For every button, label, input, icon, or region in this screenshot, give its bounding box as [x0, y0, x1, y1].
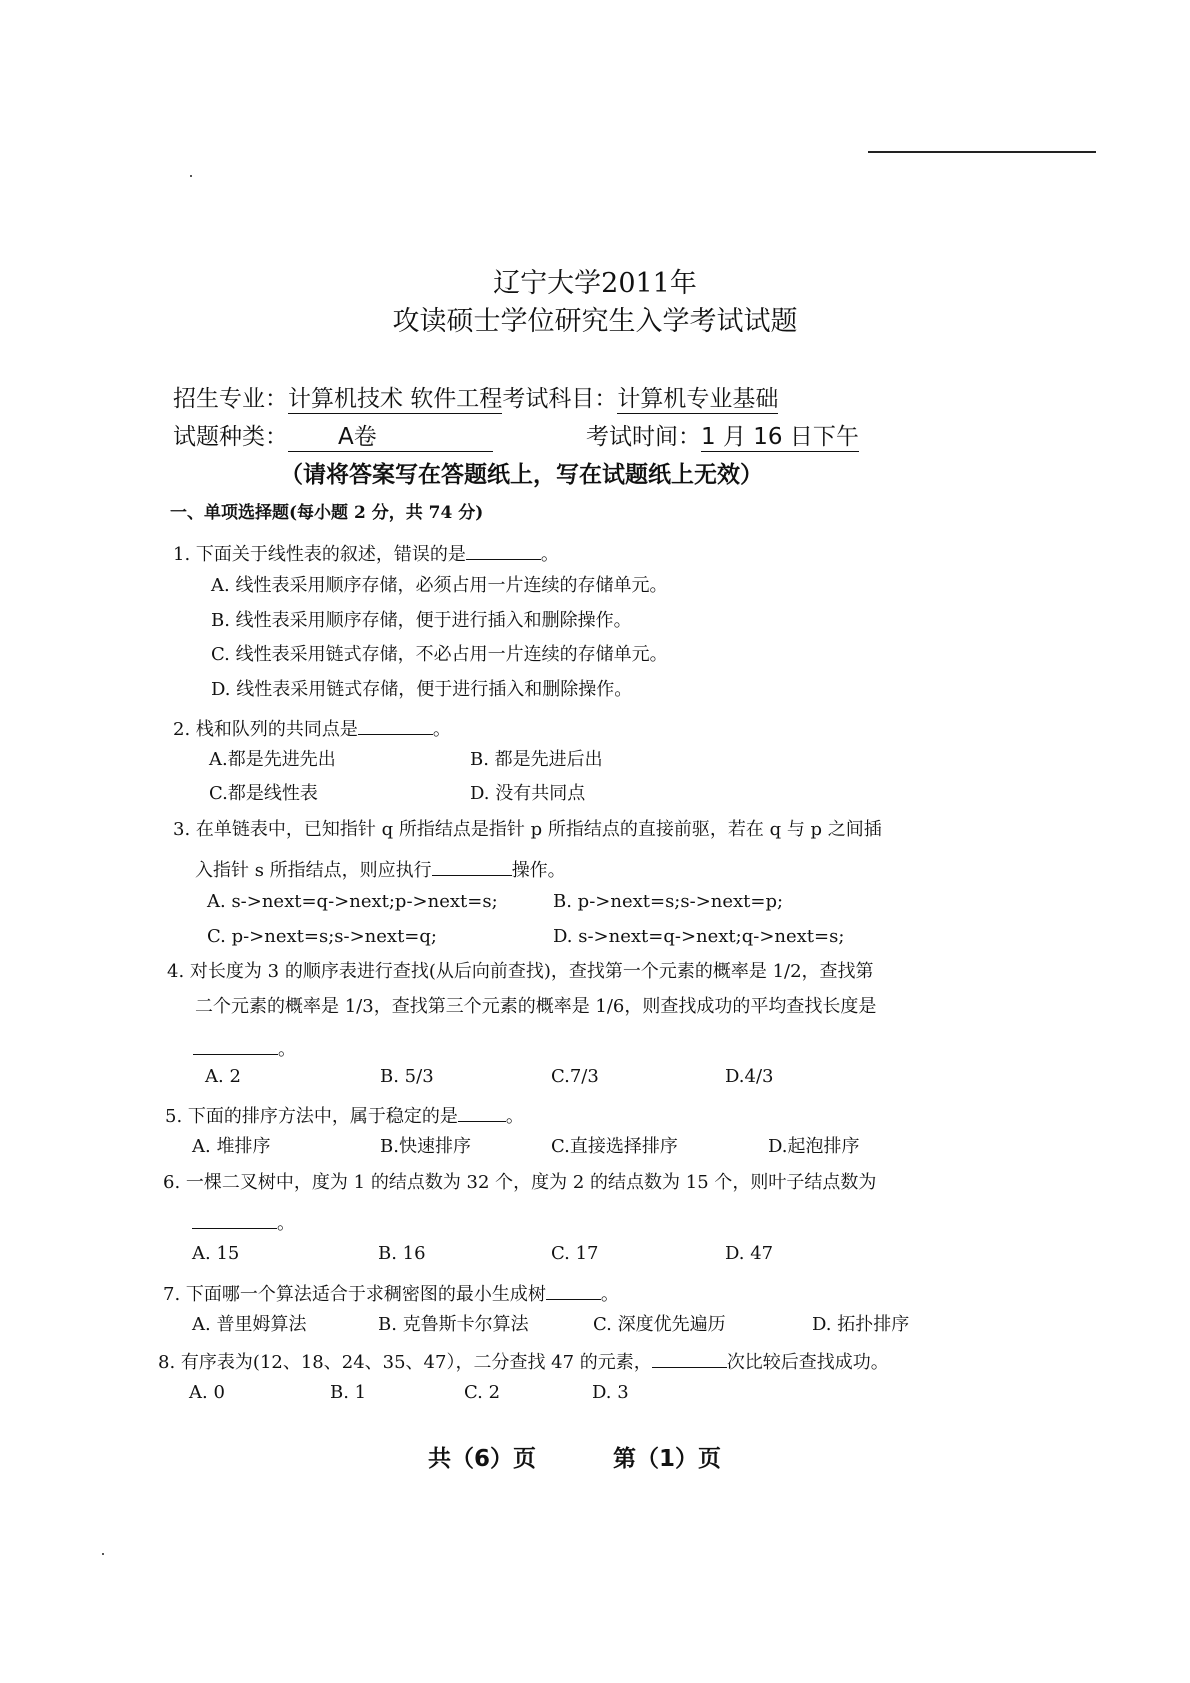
question-number: 8. [158, 1352, 176, 1373]
option: A. 15 [192, 1243, 240, 1264]
question-2 [173, 716, 451, 739]
question-end: 。 [600, 1284, 619, 1305]
option: B. 16 [378, 1243, 426, 1264]
option: C. 线性表采用链式存储，不必占用一片连续的存储单元。 [211, 644, 668, 665]
question-text: 下面的排序方法中，属于稳定的是 [187, 1106, 458, 1127]
option: C. 深度优先遍历 [593, 1314, 726, 1335]
page-total: 共（6）页 [428, 1446, 537, 1472]
question-end: 次比较后查找成功。 [726, 1352, 889, 1373]
option: C. 2 [464, 1382, 501, 1403]
question-8 [158, 1349, 889, 1372]
option: D. 没有共同点 [470, 783, 586, 804]
question-text: 栈和队列的共同点是 [195, 719, 358, 740]
question-text: 有序表为(12、18、24、35、47），二分查找 47 的元素， [180, 1352, 652, 1373]
option: C. 17 [551, 1243, 599, 1264]
exam-title-line2: 攻读硕士学位研究生入学考试试题 [392, 306, 798, 337]
option: C. p->next=s;s->next=q; [207, 926, 437, 947]
question-6 [163, 1174, 876, 1192]
section-heading: 一、单项选择题(每小题 2 分，共 74 分) [170, 503, 484, 523]
question-text: 对长度为 3 的顺序表进行查找(从后向前查找)，查找第一个元素的概率是 1/2，查找第 [189, 961, 874, 982]
top-rule [868, 151, 1096, 153]
time-label: 考试时间： [586, 424, 701, 450]
option: B.快速排序 [380, 1136, 471, 1157]
option: B. 克鲁斯卡尔算法 [378, 1314, 529, 1335]
page-current: 第（1）页 [613, 1446, 722, 1472]
option: A. s->next=q->next;p->next=s; [207, 891, 498, 912]
question-number: 4. [167, 961, 185, 982]
question-end: 。 [432, 719, 451, 740]
option: D. 3 [592, 1382, 629, 1403]
header-row-1 [173, 388, 778, 414]
question-number: 2. [173, 719, 191, 740]
major-label: 招生专业： [173, 386, 288, 412]
subject-label: 考试科目： [502, 386, 618, 412]
question-number: 5. [165, 1106, 183, 1127]
option: B. 5/3 [380, 1066, 434, 1087]
question-end: 。 [505, 1106, 524, 1127]
option: A. 堆排序 [192, 1136, 271, 1157]
question-text: 一棵二叉树中，度为 1 的结点数为 32 个，度为 2 的结点数为 15 个，则叶子结点数为 [185, 1172, 877, 1193]
header-time [586, 426, 859, 452]
option: D. 拓扑排序 [812, 1314, 910, 1335]
question-text: 入指针 s 所指结点，则应执行 [195, 860, 432, 881]
question-number: 1. [173, 544, 191, 565]
type-label: 试题种类： [173, 424, 288, 450]
question-text: 下面哪一个算法适合于求稠密图的最小生成树 [185, 1284, 546, 1305]
option: B. p->next=s;s->next=p; [553, 891, 784, 912]
option: D.起泡排序 [768, 1136, 860, 1157]
exam-title-line1: 辽宁大学2011年 [493, 268, 697, 299]
question-6-blank [192, 1210, 295, 1233]
option: D. 47 [725, 1243, 774, 1264]
option: C.直接选择排序 [551, 1136, 678, 1157]
option: A. 普里姆算法 [192, 1314, 307, 1335]
major-value: 计算机技术 软件工程 [288, 386, 503, 412]
question-number: 3. [173, 819, 191, 840]
option: A. 2 [205, 1066, 241, 1087]
option: C.7/3 [551, 1066, 599, 1087]
question-text: 下面关于线性表的叙述，错误的是 [195, 544, 466, 565]
question-1 [173, 541, 559, 564]
question-4-cont: 二个元素的概率是 1/3，查找第三个元素的概率是 1/6，则查找成功的平均查找长度是 [195, 996, 877, 1017]
option: D. s->next=q->next;q->next=s; [553, 926, 845, 947]
question-5 [165, 1103, 524, 1126]
question-3-cont [195, 857, 566, 880]
option: A. 线性表采用顺序存储，必须占用一片连续的存储单元。 [211, 575, 668, 596]
option: A. 0 [189, 1382, 225, 1403]
time-value: 1 月 16 日下午 [701, 424, 859, 450]
option: C.都是线性表 [209, 783, 318, 804]
question-number: 7. [163, 1284, 181, 1305]
question-end: 。 [278, 1039, 296, 1060]
question-end: 操作。 [511, 860, 566, 881]
question-4-blank [193, 1036, 296, 1059]
option: D. 线性表采用链式存储，便于进行插入和删除操作。 [211, 679, 633, 700]
question-3 [173, 821, 882, 839]
question-number: 6. [163, 1172, 181, 1193]
subject-value: 计算机专业基础 [617, 386, 779, 412]
option: B. 都是先进后出 [470, 749, 603, 770]
option: D.4/3 [725, 1066, 774, 1087]
scan-speck [190, 175, 192, 177]
option: A.都是先进先出 [209, 749, 336, 770]
question-text: 在单链表中，已知指针 q 所指结点是指针 p 所指结点的直接前驱，若在 q 与 p 之间插 [195, 819, 882, 840]
option: B. 1 [330, 1382, 367, 1403]
question-7 [163, 1281, 619, 1304]
type-value: A卷 [288, 426, 493, 452]
question-end: 。 [540, 544, 559, 565]
exam-note: （请将答案写在答题纸上，写在试题纸上无效） [280, 462, 763, 488]
question-4 [167, 963, 874, 981]
question-end: 。 [277, 1213, 295, 1234]
header-row-2 [173, 426, 493, 452]
option: B. 线性表采用顺序存储，便于进行插入和删除操作。 [211, 610, 632, 631]
scan-speck [102, 1553, 104, 1555]
